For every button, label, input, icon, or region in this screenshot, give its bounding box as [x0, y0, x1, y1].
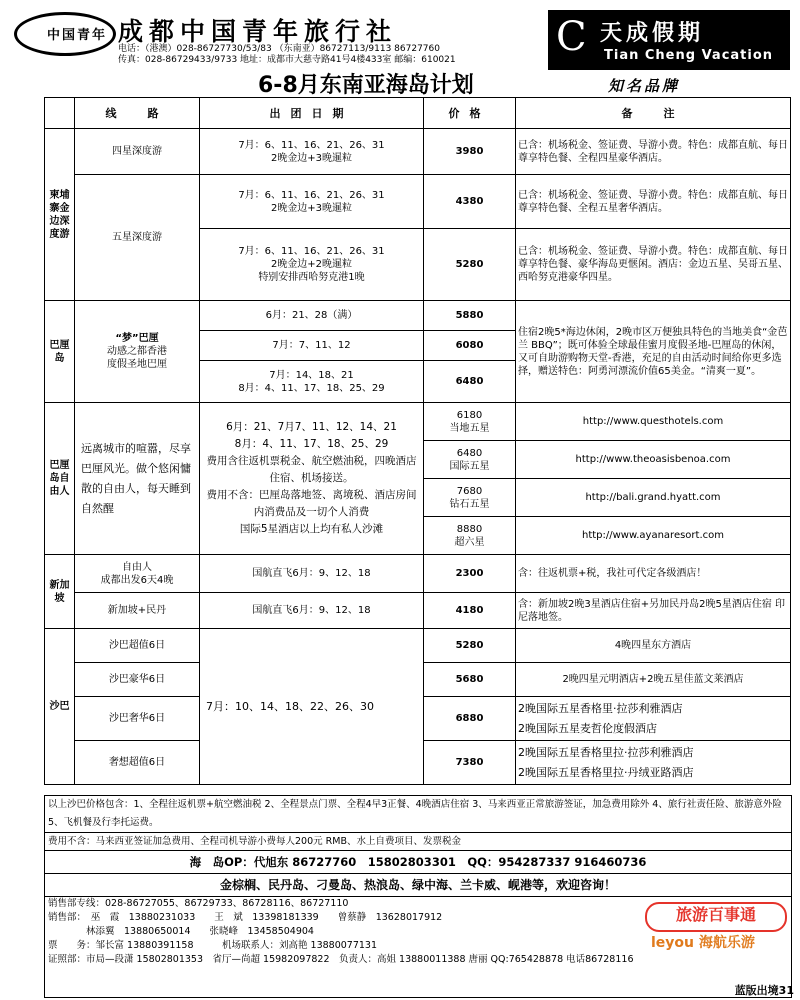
note-cell [516, 697, 791, 741]
note-cell [516, 741, 791, 785]
route-line: 度假圣地巴厘 [107, 359, 167, 370]
price-cell: 7380 [424, 741, 516, 785]
section-label: 柬埔寨金边深度游 [45, 129, 75, 301]
route-cell [75, 555, 200, 593]
col-header: 线 路 [75, 98, 200, 129]
star-level: 国际五星 [449, 460, 490, 472]
note-cell: 含：往返机票+税，我社可代定各级酒店！ [516, 555, 791, 593]
price-value: 6180 [456, 409, 483, 421]
dates-cell: 国航直飞6月：9、12、18 [200, 593, 424, 629]
price-cell [424, 479, 516, 517]
table-header [45, 98, 791, 129]
hotel-link[interactable]: http://www.ayanaresort.com [516, 517, 791, 555]
dates-cell: 国航直飞6月：9、12、18 [200, 555, 424, 593]
tiancheng-logo [548, 10, 790, 70]
sales-line: 证照部：市局—段潇 15802801353 省厅—尚超 15982097822 负责人：高姐 13880011388 唐丽 QQ:765428878 电话86728116 [48, 954, 634, 965]
route-cell [75, 301, 200, 403]
note-line: 2晚国际五星香格里拉·拉莎利雅酒店 [518, 745, 694, 759]
dates-cell [200, 361, 424, 403]
col-header [45, 98, 75, 129]
route-cell: 沙巴超值6日 [75, 629, 200, 663]
table-row [45, 175, 791, 229]
dates-line: 7月：6、11、16、21、26、31 [238, 189, 385, 201]
dates-line: 费用不含：巴厘岛落地签、离境税、酒店房间内消费品及一切个人消费 [206, 489, 417, 518]
note-line: 2晚国际五星香格里拉·丹绒亚路酒店 [518, 765, 694, 779]
route-line: “梦”巴厘 [115, 333, 159, 344]
route-cell: 沙巴奢华6日 [75, 697, 200, 741]
route-line: 成都出发6天4晚 [100, 574, 174, 586]
section-label: 沙巴 [45, 629, 75, 785]
note-cell: 已含：机场税金、签证费、导游小费。特色：成都直航、每日尊享特色餐、全程四星豪华酒店。 [516, 129, 791, 175]
dates-line: 7月：14、18、21 [269, 369, 354, 381]
star-level: 超六星 [454, 536, 485, 548]
dates-line: 8月：4、11、17、18、25、29 [234, 438, 389, 450]
destinations: 金棕榈、民丹岛、刁曼岛、热浪岛、绿中海、兰卡威、岘港等，欢迎咨询！ [45, 874, 791, 897]
price-cell: 3980 [424, 129, 516, 175]
price-cell: 6480 [424, 361, 516, 403]
table-row [45, 129, 791, 175]
op-contact: 海 岛OP：代旭东 86727760 15802803301 QQ：954287337 916460736 [45, 851, 791, 874]
hotel-link[interactable]: http://bali.grand.hyatt.com [516, 479, 791, 517]
sales-line: 销售部： 巫 霞 13880231033 王 斌 13398181339 曾蔡静 13628017912 [48, 912, 443, 923]
included-note: 以上沙巴价格包含：1、全程往返机票+航空燃油税 2、全程景点门票、全程4早3正餐、4晚酒店住宿 3、马来西亚正常旅游签证，加急费用除外 4、旅行社责任险、旅游意外险 5、飞机餐及行李托运费。 [45, 796, 791, 833]
logo-text: 中国青年 [47, 28, 108, 43]
contact-line: 电话：（港澳）028-86727730/53/83 （东南亚）86727113/9113 86727760 [118, 44, 440, 54]
route-cell: 五星深度游 [75, 175, 200, 301]
price-value: 7680 [456, 485, 483, 497]
route-cell: 远离城市的喧嚣，尽享巴厘风光。做个悠闲慵散的自由人，每天睡到自然醒 [75, 403, 200, 555]
route-cell: 奢想超值6日 [75, 741, 200, 785]
price-cell [424, 441, 516, 479]
dates-cell: 6月：21、28（满） [200, 301, 424, 331]
dates-line: 2晚金边+2晚暹粒 [270, 259, 353, 270]
dates-cell [200, 175, 424, 229]
cyts-logo [14, 12, 116, 56]
sales-contacts [45, 897, 791, 997]
price-cell: 5280 [424, 629, 516, 663]
page-title: 6-8月东南亚海岛计划 [258, 73, 474, 98]
price-cell: 5280 [424, 229, 516, 301]
note-line: 2晚国际五星香格里·拉莎利雅酒店 [518, 701, 683, 715]
price-cell: 5680 [424, 663, 516, 697]
route-line: 动感之都香港 [107, 346, 167, 357]
partner-logos [645, 900, 785, 962]
brand-en: Tian Cheng Vacation [604, 48, 774, 63]
route-cell: 沙巴豪华6日 [75, 663, 200, 697]
dates-cell: 7月：10、14、18、22、26、30 [200, 629, 424, 785]
dates-cell: 7月：7、11、12 [200, 331, 424, 361]
dates-line: 特别安排西哈努克港1晚 [258, 272, 365, 283]
hotel-link[interactable]: http://www.questhotels.com [516, 403, 791, 441]
table-row [45, 555, 791, 593]
itinerary-table [44, 97, 791, 785]
price-cell: 5880 [424, 301, 516, 331]
price-cell: 4180 [424, 593, 516, 629]
contact-info [118, 44, 456, 66]
sales-line: 林添翼 13880650014 张晓峰 13458504904 [48, 926, 314, 937]
route-line: 自由人 [122, 561, 152, 573]
star-level: 当地五星 [449, 422, 490, 434]
note-cell: 已含：机场税金、签证费、导游小费。特色：成都直航、每日尊享特色餐、全程五星奢华酒店。 [516, 175, 791, 229]
swirl-icon: C [556, 14, 587, 60]
table-row [45, 403, 791, 441]
col-header: 价格 [424, 98, 516, 129]
partner-logo: 旅游百事通 [645, 902, 787, 932]
note-cell: 4晚四星东方酒店 [516, 629, 791, 663]
price-cell [424, 517, 516, 555]
table-row [45, 593, 791, 629]
price-cell [424, 403, 516, 441]
price-cell: 6880 [424, 697, 516, 741]
dates-cell [200, 129, 424, 175]
price-value: 6480 [456, 447, 483, 459]
note-cell: 住宿2晚5*海边休闲，2晚市区万便独具特色的当地美食“金芭兰 BBQ”；既可体验全球最佳蜜月度假圣地-巴厘岛的休闲，又可自助游购物天堂-香港，充足的自由活动时间给你更多选择，赠送特色：阿勇河漂流价值65美金。“清爽一夏”。 [516, 301, 791, 403]
company-name: 成都中国青年旅行社 [118, 17, 398, 46]
dates-line: 2晚金边+3晚暹粒 [270, 202, 353, 214]
brand-cn: 天成假期 [600, 21, 705, 46]
footer [44, 795, 792, 998]
dates-line: 2晚金边+3晚暹粒 [270, 152, 353, 164]
price-value: 8880 [456, 523, 483, 535]
price-cell: 4380 [424, 175, 516, 229]
col-header: 出团日期 [200, 98, 424, 129]
page-footer: 蓝版出境31 [734, 984, 794, 997]
section-label: 新加坡 [45, 555, 75, 629]
sales-line: 票 务：邹长富 13880391158 机场联系人：刘高艳 13880077131 [48, 940, 378, 951]
section-label: 巴厘岛 [45, 301, 75, 403]
hotel-link[interactable]: http://www.theoasisbenoa.com [516, 441, 791, 479]
dates-cell [200, 229, 424, 301]
dates-line: 8月：4、11、17、18、25、29 [238, 382, 385, 394]
star-level: 钻石五星 [449, 498, 490, 510]
partner-logo: leyou 海航乐游 [651, 935, 755, 951]
dates-line: 7月：6、11、16、21、26、31 [238, 246, 385, 257]
dates-line: 国际5星酒店以上均有私人沙滩 [239, 523, 384, 535]
section-label: 巴厘岛自由人 [45, 403, 75, 555]
brand-tag: 知名品牌 [608, 77, 681, 95]
price-cell: 6080 [424, 331, 516, 361]
route-cell: 新加坡+民丹 [75, 593, 200, 629]
note-cell: 2晚四星元明酒店+2晚五星佳蓝文莱酒店 [516, 663, 791, 697]
price-cell: 2300 [424, 555, 516, 593]
route-cell: 四星深度游 [75, 129, 200, 175]
dates-cell [200, 403, 424, 555]
note-cell: 含：新加坡2晚3星酒店住宿+另加民丹岛2晚5星酒店住宿 印尼落地签。 [516, 593, 791, 629]
table-row [45, 301, 791, 331]
dates-line: 费用含往返机票税金、航空燃油税，四晚酒店住宿、机场接送。 [206, 455, 417, 484]
dates-line: 7月：6、11、16、21、26、31 [238, 139, 385, 151]
dates-line: 6月：21、7月7、11、12、14、21 [226, 421, 397, 433]
note-line: 2晚国际五星麦哲伦度假酒店 [518, 721, 657, 735]
contact-line: 传真：028-86729433/9733 地址：成都市大慈寺路41号4楼433室 邮编：610021 [118, 55, 456, 65]
note-cell: 已含：机场税金、签证费、导游小费。特色：成都直航、每日尊享特色餐、豪华海岛更惬闲。酒店：金边五星、吴哥五星、西哈努克港豪华四星。 [516, 229, 791, 301]
sales-line: 销售部专线：028-86727055、86729733、86728116、86727110 [48, 898, 349, 909]
col-header: 备 注 [516, 98, 791, 129]
table-row [45, 629, 791, 663]
excluded-note: 费用不含：马来西亚签证加急费用、全程司机导游小费每人200元 RMB、水上自费项目、发票税金 [45, 833, 791, 851]
